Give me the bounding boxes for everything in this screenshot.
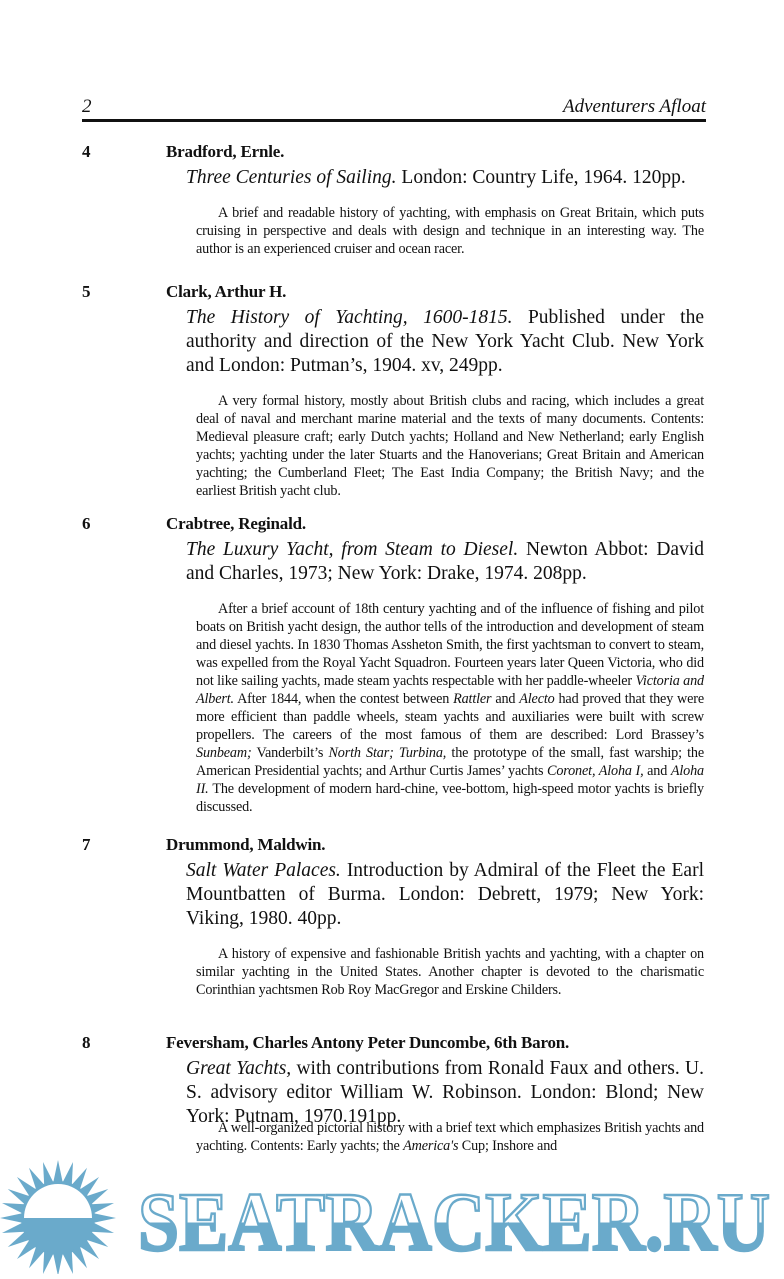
sun-ray	[2, 1203, 25, 1213]
entry-annotation: A very formal history, mostly about British clubs and racing, which includes a great deal of naval and merchant marine material and the texts of many documents. Contents: Medieval pleasure craft; early Dutch yachts; Holland and New Netherland; early English yachts; yachting under the later Stuarts and the Hanoverians; Great Britain and American yachting; the Cumberland Fleet; The East India Company; the British Navy; and the earliest British yacht club.	[196, 393, 704, 499]
entry-annotation	[196, 1119, 704, 1155]
entry-annotation: A brief and readable history of yachting, with emphasis on Great Britain, which puts cruising in perspective and deals with design and technique in an interesting way. The author is an experienced cruiser and ocean racer.	[196, 205, 704, 257]
watermark-text: SEATRACKER.RU	[138, 1176, 770, 1269]
entry-citation	[186, 166, 704, 190]
entry-author: Bradford, Ernle.	[166, 142, 285, 161]
entry-publication: London: Country Life, 1964. 120pp.	[396, 167, 686, 188]
entry-title: Three Centuries of Sailing.	[186, 167, 397, 188]
italic-text: North Star; Turbina,	[328, 745, 447, 761]
entry-publication: with contributions from Ronald Faux and others. U. S. advisory editor William W. Robinson. London: Blond; New York: Putnam, 1970.191pp.	[186, 1058, 704, 1127]
sun-ray	[63, 1162, 73, 1185]
sun-ray	[53, 1160, 62, 1182]
watermark-graphic	[0, 1160, 784, 1274]
annotation-text: and	[643, 763, 671, 779]
entry-title: The History of Yachting, 1600-1815.	[186, 307, 513, 328]
entry-number: 4	[82, 142, 91, 161]
italic-text: Coronet, Aloha I,	[547, 763, 644, 779]
entry-author: Feversham, Charles Antony Peter Duncombe, 6th Baron.	[166, 1033, 570, 1052]
entry-publication: Introduction by Admiral of the Fleet the Earl Mountbatten of Burma. London: Debrett, 1979; New York: Viking, 1980. 40pp.	[186, 860, 704, 929]
entry-number: 8	[82, 1033, 91, 1052]
italic-text: Victoria and Albert.	[196, 673, 704, 707]
sun-ray	[53, 1254, 62, 1274]
annotation-text: A well-organized pictorial history with a brief text which emphasizes British yachts and yachting. Contents: Early yachts; the	[196, 1120, 704, 1154]
annotation-text: and	[491, 691, 520, 707]
page-number: 2	[82, 96, 92, 117]
entry-author: Drummond, Maldwin.	[166, 835, 326, 854]
sun-over-sea-icon	[0, 1160, 116, 1274]
sun-ray	[0, 1213, 22, 1222]
annotation-text: After 1844, when the contest between	[233, 691, 454, 707]
annotation-text: Cup; Inshore and	[458, 1138, 558, 1154]
annotation-text: After a brief account of 18th century yachting and of the influence of fishing and pilot boats on British yacht design, the author tells of the introduction and development of steam and diesel yachts. In 1830 Thomas Assheton Smith, the first yachtsman to convert to steam, was expelled from the Royal Yacht Squadron. Fourteen years later Queen Victoria, who did not like sailing yachts, made steam yachts respectable with her paddle-wheeler	[196, 601, 704, 689]
sun-ray	[63, 1251, 73, 1274]
italic-text: Rattler	[453, 691, 492, 707]
entry-publication: Newton Abbot: David and Charles, 1973; New York: Drake, 1974. 208pp.	[186, 539, 704, 584]
entry-number: 7	[82, 835, 91, 854]
entry-author: Clark, Arthur H.	[166, 282, 287, 301]
annotation-text: The development of modern hard-chine, vee-bottom, high-speed motor yachts is briefly discussed.	[196, 781, 704, 815]
sun-ray	[43, 1162, 53, 1185]
italic-text: Aloha II.	[196, 763, 704, 797]
entry-title: Great Yachts,	[186, 1058, 292, 1079]
annotation-text: the prototype of the small, fast warship; the American Presidential yachts; and Arthur Curtis James’ yachts	[196, 745, 705, 779]
entry-citation	[186, 538, 704, 586]
entry-author: Crabtree, Reginald.	[166, 514, 306, 533]
entry-title: Salt Water Palaces.	[186, 860, 341, 881]
entry-citation	[186, 306, 704, 378]
entry-number: 5	[82, 282, 91, 301]
italic-text: Alecto	[519, 691, 555, 707]
sun-ray	[91, 1223, 114, 1233]
header-rule	[82, 119, 706, 122]
sun-ray	[2, 1223, 25, 1233]
page-header	[82, 96, 706, 118]
annotation-text: Vanderbilt’s	[251, 745, 329, 761]
sun-ray	[91, 1203, 114, 1213]
italic-text: America's	[403, 1138, 459, 1154]
watermark	[0, 1160, 784, 1274]
sun-ray	[94, 1213, 116, 1222]
entry-citation	[186, 859, 704, 931]
entry-title: The Luxury Yacht, from Steam to Diesel.	[186, 539, 519, 560]
annotation-text: had proved that they were more efficient than paddle wheels, steam yachts and auxiliaries were built with screw propellers. The careers of the most famous of them are described: Lord Brassey’s	[196, 691, 704, 743]
entry-annotation	[196, 600, 704, 816]
entry-annotation: A history of expensive and fashionable British yachts and yachting, with a chapter on similar yachting in the United States. Another chapter is devoted to the charismatic Corinthian yachtsmen Rob Roy MacGregor and Erskine Childers.	[196, 946, 704, 998]
italic-text: Sunbeam;	[196, 745, 252, 761]
running-title: Adventurers Afloat	[562, 96, 706, 117]
sun-ray	[43, 1251, 53, 1274]
entry-number: 6	[82, 514, 91, 533]
entry-publication: Published under the authority and direction of the New York Yacht Club. New York and London: Putman’s, 1904. xv, 249pp.	[186, 307, 704, 376]
